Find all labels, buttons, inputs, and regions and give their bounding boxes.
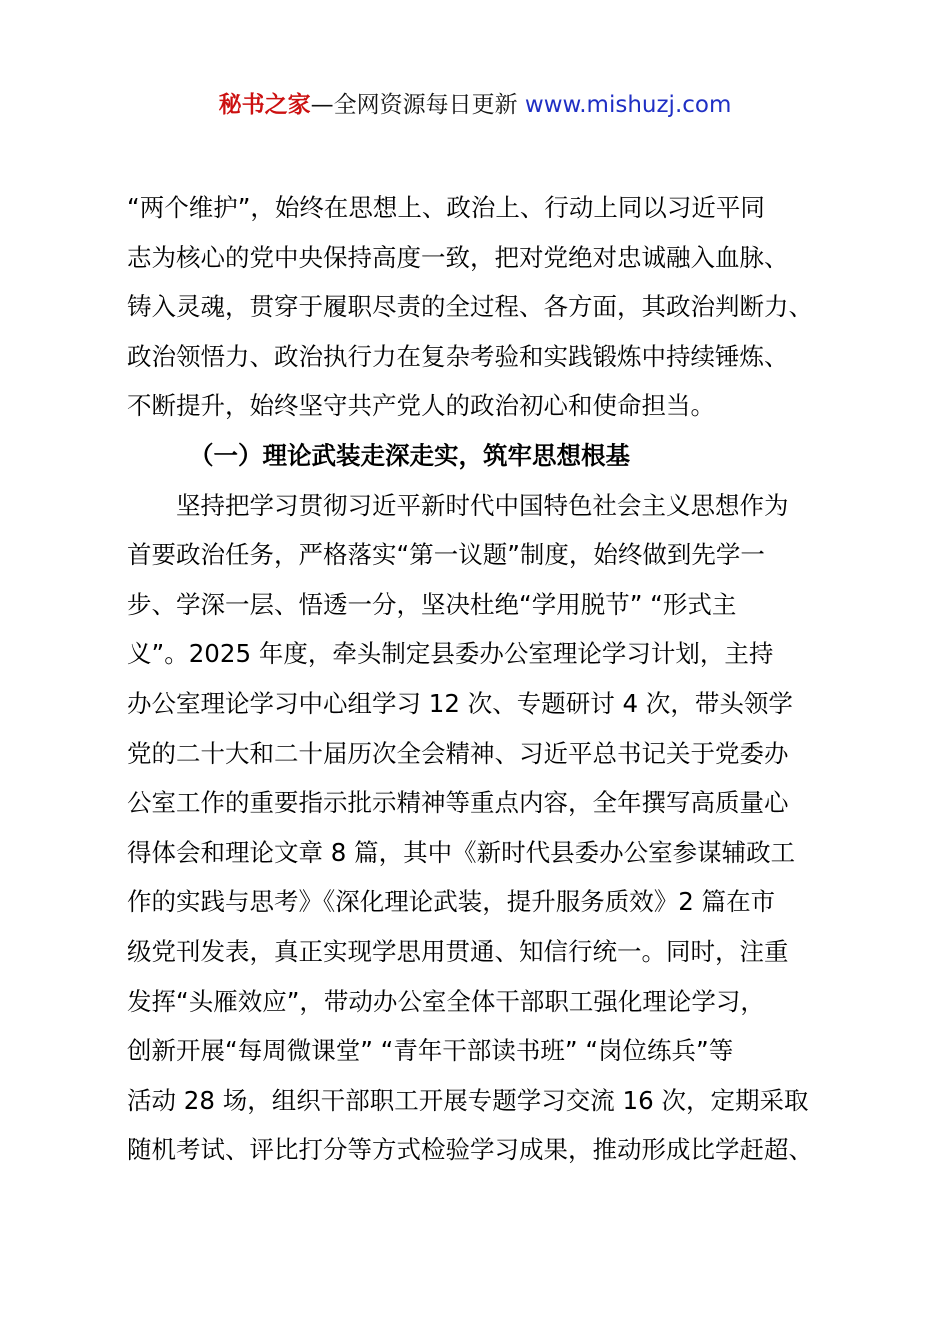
paragraph-line: 公室工作的重要指示批示精神等重点内容，全年撰写高质量心 <box>127 788 789 818</box>
paragraph-line: 政治领悟力、政治执行力在复杂考验和实践锻炼中持续锤炼、 <box>127 341 789 371</box>
paragraph-line: 活动 28 场，组织干部职工开展专题学习交流 16 次，定期采取 <box>127 1085 809 1115</box>
section-heading: （一）理论武装走深走实，筑牢思想根基 <box>189 440 630 470</box>
site-header <box>0 88 950 122</box>
paragraph-line: 办公室理论学习中心组学习 12 次、专题研讨 4 次，带头领学 <box>127 688 793 718</box>
paragraph-line: “两个维护”，始终在思想上、政治上、行动上同以习近平同 <box>127 193 765 222</box>
paragraph-line: 创新开展“每周微课堂” “青年干部读书班” “岗位练兵”等 <box>127 1036 734 1066</box>
header-tagline: —全网资源每日更新 <box>310 92 525 118</box>
paragraph-line: 铸入灵魂，贯穿于履职尽责的全过程、各方面，其政治判断力、 <box>127 292 813 322</box>
paragraph-line: 得体会和理论文章 8 篇，其中《新时代县委办公室参谋辅政工 <box>127 837 796 867</box>
paragraph-line: 首要政治任务，严格落实“第一议题”制度，始终做到先学一 <box>127 540 765 570</box>
site-url-link[interactable]: www.mishuzj.com <box>524 92 732 118</box>
paragraph-line: 志为核心的党中央保持高度一致，把对党绝对忠诚融入血脉、 <box>127 242 789 272</box>
document-body <box>127 183 842 1175</box>
paragraph-line: 级党刊发表，真正实现学思用贯通、知信行统一。同时，注重 <box>127 936 789 966</box>
paragraph-line: 党的二十大和二十届历次全会精神、习近平总书记关于党委办 <box>127 738 789 768</box>
brand-name: 秘书之家 <box>218 92 311 118</box>
paragraph-line: 义”。2025 年度，牵头制定县委办公室理论学习计划，主持 <box>127 639 774 669</box>
paragraph-line: 不断提升，始终坚守共产党人的政治初心和使命担当。 <box>127 391 715 421</box>
paragraph-line: 作的实践与思考》《深化理论武装，提升服务质效》2 篇在市 <box>127 887 776 917</box>
paragraph-line: 坚持把学习贯彻习近平新时代中国特色社会主义思想作为 <box>176 490 789 520</box>
paragraph-line: 步、学深一层、悟透一分，坚决杜绝“学用脱节” “形式主 <box>127 589 737 619</box>
paragraph-line: 随机考试、评比打分等方式检验学习成果，推动形成比学赶超、 <box>127 1135 813 1165</box>
paragraph-line: 发挥“头雁效应”，带动办公室全体干部职工强化理论学习， <box>127 986 765 1016</box>
